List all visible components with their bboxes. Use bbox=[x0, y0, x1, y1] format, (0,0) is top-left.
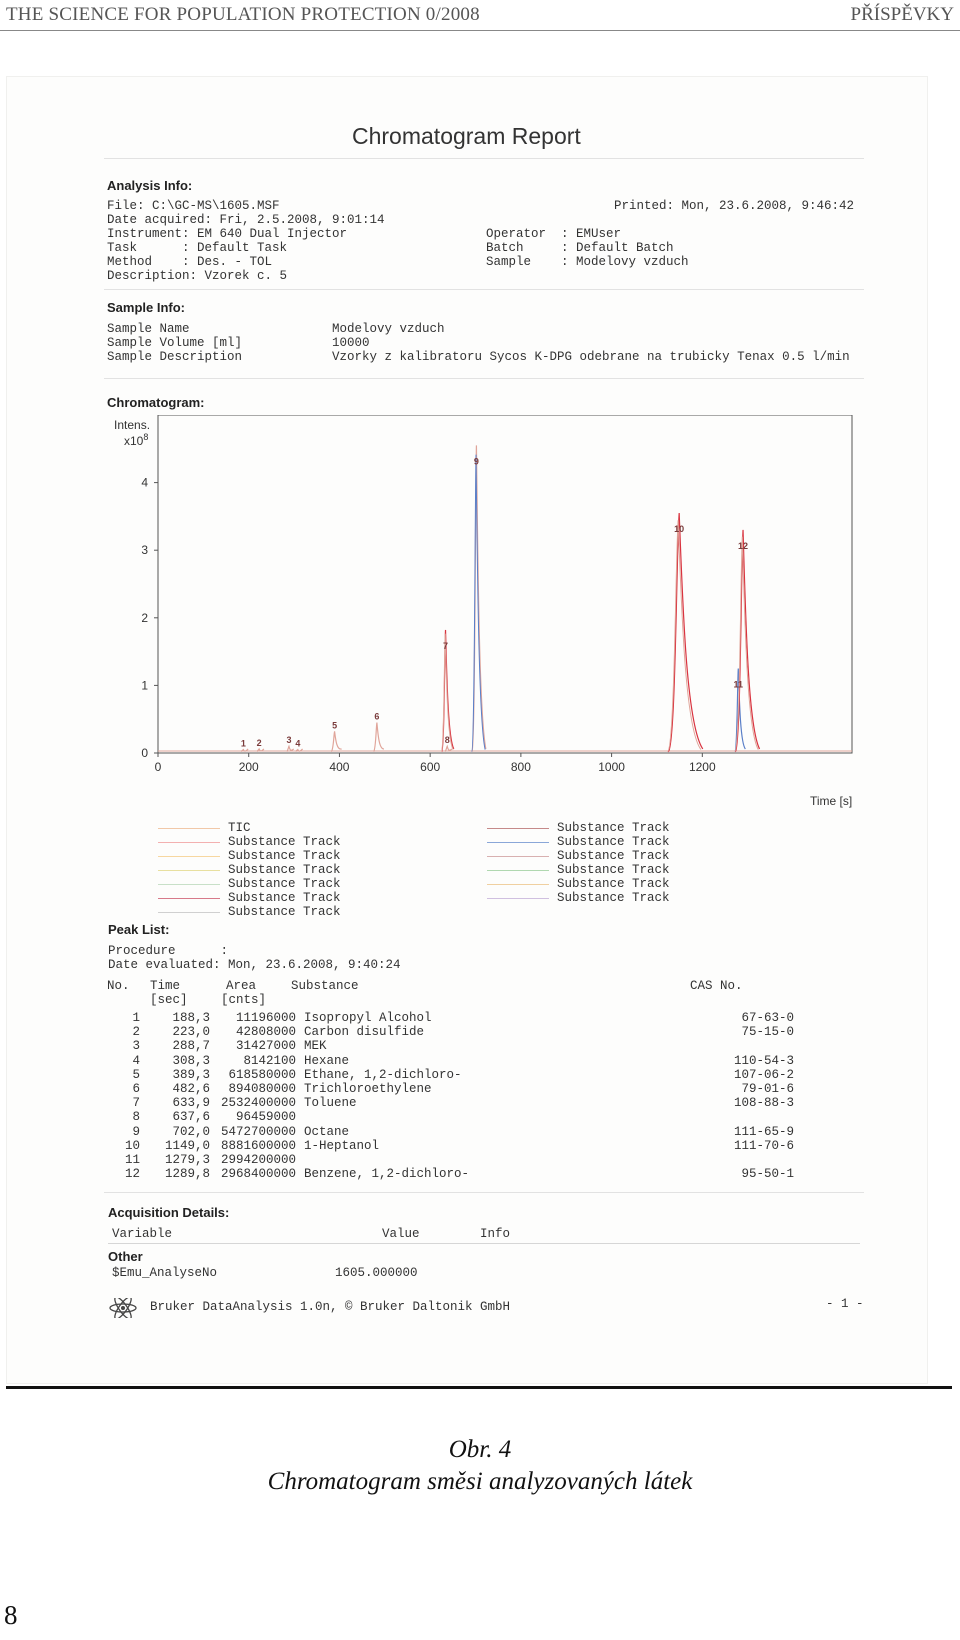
peak-time-cell: 1289,8 bbox=[164, 1167, 210, 1182]
peak-label: 11 bbox=[733, 679, 744, 690]
peak-substance-cell: Octane bbox=[304, 1124, 350, 1139]
peak-cas-cell: 111-70-6 bbox=[733, 1138, 794, 1153]
peak-area-cell: 2532400000 bbox=[220, 1096, 296, 1111]
x-tick-label: 800 bbox=[510, 760, 531, 774]
table-row bbox=[100, 1096, 794, 1110]
peak-trace bbox=[735, 530, 759, 752]
x-tick-label: 1000 bbox=[598, 760, 625, 774]
analysis-info-heading: Analysis Info: bbox=[107, 178, 193, 193]
chromatogram-chart bbox=[100, 415, 870, 815]
legend-entry: Substance Track bbox=[228, 849, 341, 863]
page-number: 8 bbox=[4, 1600, 18, 1630]
y-tick-label: 4 bbox=[141, 475, 148, 490]
peak-area-cell: 5472700000 bbox=[220, 1124, 296, 1139]
peak-substance-cell: Carbon disulfide bbox=[304, 1025, 425, 1040]
peak-time-cell: 1149,0 bbox=[164, 1138, 210, 1153]
section-rule bbox=[104, 1192, 864, 1193]
legend-swatch bbox=[158, 842, 220, 843]
peak-cas-cell: 67-63-0 bbox=[741, 1011, 794, 1026]
peak-no-cell: 2 bbox=[132, 1025, 140, 1040]
peak-label: 9 bbox=[473, 456, 479, 467]
peak-substance-cell: Benzene, 1,2-dichloro- bbox=[304, 1167, 470, 1182]
peak-trace bbox=[472, 455, 485, 752]
table-row bbox=[100, 1125, 794, 1139]
procedure-line: Procedure : bbox=[108, 944, 229, 958]
table-row bbox=[100, 1025, 794, 1039]
peak-time-cell: 637,6 bbox=[172, 1110, 210, 1125]
table-row bbox=[100, 1082, 794, 1096]
peak-cas-cell: 79-01-6 bbox=[741, 1082, 794, 1097]
peak-cas-cell: 95-50-1 bbox=[741, 1167, 794, 1182]
peak-area-cell: 42808000 bbox=[235, 1025, 296, 1040]
peak-substance-cell: 1-Heptanol bbox=[304, 1138, 380, 1153]
table-row bbox=[100, 1139, 794, 1153]
col-area-header: Area bbox=[226, 979, 257, 993]
x-axis-label: Time [s] bbox=[810, 794, 853, 808]
peak-time-cell: 633,9 bbox=[172, 1096, 210, 1111]
acq-rule bbox=[108, 1243, 860, 1244]
peak-time-cell: 308,3 bbox=[172, 1053, 210, 1068]
col-cas-header: CAS No. bbox=[690, 979, 743, 993]
peak-no-cell: 8 bbox=[132, 1110, 140, 1125]
y-axis-label: Intens. bbox=[114, 418, 151, 432]
description-line: Description: Vzorek c. 5 bbox=[107, 269, 288, 283]
peak-substance-cell: Toluene bbox=[304, 1096, 357, 1111]
col-no-header: No. bbox=[107, 979, 130, 993]
y-tick-label: 0 bbox=[141, 746, 148, 760]
col-time-unit: [sec] bbox=[150, 993, 188, 1007]
col-substance-header: Substance bbox=[291, 979, 359, 993]
peak-trace bbox=[331, 731, 341, 751]
title-rule bbox=[104, 158, 864, 159]
peak-area-cell: 2968400000 bbox=[220, 1167, 296, 1182]
sample-name-label: Sample Name bbox=[107, 322, 190, 336]
peak-table bbox=[100, 1011, 794, 1181]
peak-trace bbox=[441, 634, 453, 752]
legend-swatch bbox=[158, 828, 220, 829]
peak-area-cell: 11196000 bbox=[235, 1011, 296, 1026]
report-title: Chromatogram Report bbox=[352, 123, 581, 149]
peak-time-cell: 1279,3 bbox=[164, 1152, 210, 1167]
peak-substance-cell: MEK bbox=[304, 1039, 327, 1054]
legend-entry: Substance Track bbox=[557, 821, 670, 835]
header-rule bbox=[0, 30, 960, 31]
peak-substance-cell: Isopropyl Alcohol bbox=[304, 1011, 432, 1026]
peak-label: 7 bbox=[443, 640, 449, 651]
peak-area-cell: 618580000 bbox=[228, 1067, 296, 1082]
table-row bbox=[100, 1054, 794, 1068]
acq-value-header: Value bbox=[382, 1227, 420, 1241]
legend-swatch bbox=[158, 856, 220, 857]
legend-swatch bbox=[158, 898, 220, 899]
sample-volume-value: 10000 bbox=[332, 336, 370, 350]
legend-entry: TIC bbox=[228, 821, 251, 835]
peak-label: 1 bbox=[240, 738, 246, 749]
legend-swatch bbox=[487, 828, 549, 829]
table-row bbox=[100, 1167, 794, 1181]
acq-variable-name: $Emu_AnalyseNo bbox=[112, 1266, 218, 1280]
legend-entry: Substance Track bbox=[228, 863, 341, 877]
peak-substance-cell bbox=[304, 1153, 684, 1167]
peak-cas-cell: 111-65-9 bbox=[733, 1124, 794, 1139]
acquisition-heading: Acquisition Details: bbox=[108, 1205, 230, 1220]
report-page-marker: - 1 - bbox=[826, 1297, 864, 1311]
peak-list-heading: Peak List: bbox=[108, 922, 170, 937]
file-line: File: C:\GC-MS\1605.MSF bbox=[107, 199, 280, 213]
peak-no-cell: 10 bbox=[124, 1138, 140, 1153]
peak-area-cell: 31427000 bbox=[235, 1039, 296, 1054]
journal-header bbox=[0, 0, 960, 30]
peak-label: 8 bbox=[444, 735, 450, 746]
section-rule bbox=[104, 289, 864, 290]
date-acquired-line: Date acquired: Fri, 2.5.2008, 9:01:14 bbox=[107, 213, 385, 227]
figure-caption-text: Chromatogram směsi analyzovaných látek bbox=[267, 1468, 693, 1495]
peak-cas-cell: 108-88-3 bbox=[733, 1096, 794, 1111]
peak-label: 10 bbox=[674, 524, 685, 535]
legend-entry: Substance Track bbox=[557, 891, 670, 905]
acq-variable-value: 1605.000000 bbox=[335, 1266, 418, 1280]
peak-no-cell: 9 bbox=[132, 1124, 140, 1139]
instrument-line: Instrument: EM 640 Dual Injector bbox=[107, 227, 348, 241]
legend-entry: Substance Track bbox=[557, 835, 670, 849]
peak-no-cell: 4 bbox=[132, 1053, 140, 1068]
sample-description-value: Vzorky z kalibratoru Sycos K-DPG odebrane na trubicky Tenax 0.5 l/min bbox=[332, 350, 850, 364]
printed-line: Printed: Mon, 23.6.2008, 9:46:42 bbox=[614, 199, 855, 213]
acq-variable-header: Variable bbox=[112, 1227, 173, 1241]
peak-time-cell: 702,0 bbox=[172, 1124, 210, 1139]
table-row bbox=[100, 1039, 794, 1053]
peak-no-cell: 12 bbox=[124, 1167, 140, 1182]
table-row bbox=[100, 1068, 794, 1082]
peak-area-cell: 8142100 bbox=[243, 1053, 296, 1068]
peak-cas-cell bbox=[684, 1153, 794, 1167]
peak-time-cell: 188,3 bbox=[172, 1011, 210, 1026]
legend-swatch bbox=[487, 856, 549, 857]
table-row bbox=[100, 1153, 794, 1167]
peak-label: 3 bbox=[286, 735, 292, 746]
peak-label: 12 bbox=[738, 540, 749, 551]
peak-trace bbox=[472, 445, 486, 751]
x-tick-label: 0 bbox=[154, 760, 162, 774]
legend-swatch bbox=[487, 870, 549, 871]
peak-label: 5 bbox=[332, 720, 338, 731]
sample-name-value: Modelovy vzduch bbox=[332, 322, 445, 336]
legend-swatch bbox=[158, 884, 220, 885]
peak-cas-cell: 107-06-2 bbox=[733, 1067, 794, 1082]
peak-time-cell: 288,7 bbox=[172, 1039, 210, 1054]
peak-substance-cell: Trichloroethylene bbox=[304, 1082, 432, 1097]
sample-line: Sample : Modelovy vzduch bbox=[486, 255, 689, 269]
x-tick-label: 400 bbox=[329, 760, 350, 774]
peak-substance-cell bbox=[304, 1110, 684, 1124]
batch-line: Batch : Default Batch bbox=[486, 241, 674, 255]
col-area-unit: [cnts] bbox=[221, 993, 267, 1007]
x-tick-label: 200 bbox=[238, 760, 259, 774]
peak-cas-cell: 75-15-0 bbox=[741, 1025, 794, 1040]
peak-trace bbox=[374, 723, 384, 752]
legend-entry: Substance Track bbox=[228, 891, 341, 905]
sample-info-heading: Sample Info: bbox=[107, 300, 186, 315]
peak-substance-cell: Ethane, 1,2-dichloro- bbox=[304, 1067, 462, 1082]
legend-entry: Substance Track bbox=[228, 835, 341, 849]
legend-swatch bbox=[158, 912, 220, 913]
legend-swatch bbox=[487, 898, 549, 899]
peak-label: 2 bbox=[256, 737, 262, 748]
col-time-header: Time bbox=[150, 979, 181, 993]
peak-label: 6 bbox=[374, 711, 380, 722]
legend-entry: Substance Track bbox=[557, 863, 670, 877]
peak-time-cell: 389,3 bbox=[172, 1067, 210, 1082]
peak-no-cell: 6 bbox=[132, 1082, 140, 1097]
acq-other-heading: Other bbox=[108, 1249, 143, 1264]
x-tick-label: 1200 bbox=[688, 760, 716, 774]
legend-entry: Substance Track bbox=[228, 905, 341, 919]
figure-caption-number: Obr. 4 bbox=[448, 1436, 512, 1463]
peak-cas-cell bbox=[684, 1039, 794, 1053]
sample-description-label: Sample Description bbox=[107, 350, 243, 364]
legend-entry: Substance Track bbox=[557, 849, 670, 863]
y-tick-label: 3 bbox=[141, 543, 148, 558]
y-tick-label: 1 bbox=[141, 678, 148, 693]
report-footer: Bruker DataAnalysis 1.0n, © Bruker Daltonik GmbH bbox=[150, 1300, 511, 1314]
peak-area-cell: 96459000 bbox=[235, 1110, 296, 1125]
peak-no-cell: 5 bbox=[132, 1067, 140, 1082]
table-row bbox=[100, 1110, 794, 1124]
task-line: Task : Default Task bbox=[107, 241, 288, 255]
peak-area-cell: 2994200000 bbox=[220, 1152, 296, 1167]
section-title: PŘÍSPĚVKY bbox=[850, 4, 954, 25]
legend-swatch bbox=[487, 842, 549, 843]
journal-title: THE SCIENCE FOR POPULATION PROTECTION 0/2008 bbox=[6, 4, 480, 25]
method-line: Method : Des. - TOL bbox=[107, 255, 273, 269]
acq-info-header: Info bbox=[480, 1227, 511, 1241]
peak-trace bbox=[668, 513, 702, 752]
x-tick-label: 600 bbox=[420, 760, 441, 774]
peak-cas-cell bbox=[684, 1110, 794, 1124]
peak-no-cell: 3 bbox=[132, 1039, 140, 1054]
y-tick-label: 2 bbox=[141, 610, 148, 625]
peak-area-cell: 8881600000 bbox=[220, 1138, 296, 1153]
peak-time-cell: 482,6 bbox=[172, 1082, 210, 1097]
peak-no-cell: 1 bbox=[132, 1011, 140, 1026]
operator-line: Operator : EMUser bbox=[486, 227, 622, 241]
peak-cas-cell: 110-54-3 bbox=[733, 1053, 794, 1068]
date-evaluated-line: Date evaluated: Mon, 23.6.2008, 9:40:24 bbox=[108, 958, 401, 972]
figure-bottom-rule bbox=[6, 1386, 952, 1389]
legend-swatch bbox=[158, 870, 220, 871]
bruker-logo-icon bbox=[108, 1298, 138, 1318]
peak-substance-cell: Hexane bbox=[304, 1053, 350, 1068]
section-rule bbox=[104, 378, 864, 379]
chromatogram-heading: Chromatogram: bbox=[107, 395, 205, 410]
peak-label: 4 bbox=[295, 738, 301, 749]
legend-entry: Substance Track bbox=[228, 877, 341, 891]
plot-frame bbox=[158, 415, 852, 753]
legend-entry: Substance Track bbox=[557, 877, 670, 891]
table-row bbox=[100, 1011, 794, 1025]
peak-time-cell: 223,0 bbox=[172, 1025, 210, 1040]
peak-no-cell: 7 bbox=[132, 1096, 140, 1111]
peak-area-cell: 894080000 bbox=[228, 1082, 296, 1097]
sample-volume-label: Sample Volume [ml] bbox=[107, 336, 243, 350]
peak-no-cell: 11 bbox=[124, 1152, 140, 1167]
legend-swatch bbox=[487, 884, 549, 885]
y-axis-unit: $x10^8$ bbox=[124, 432, 149, 448]
